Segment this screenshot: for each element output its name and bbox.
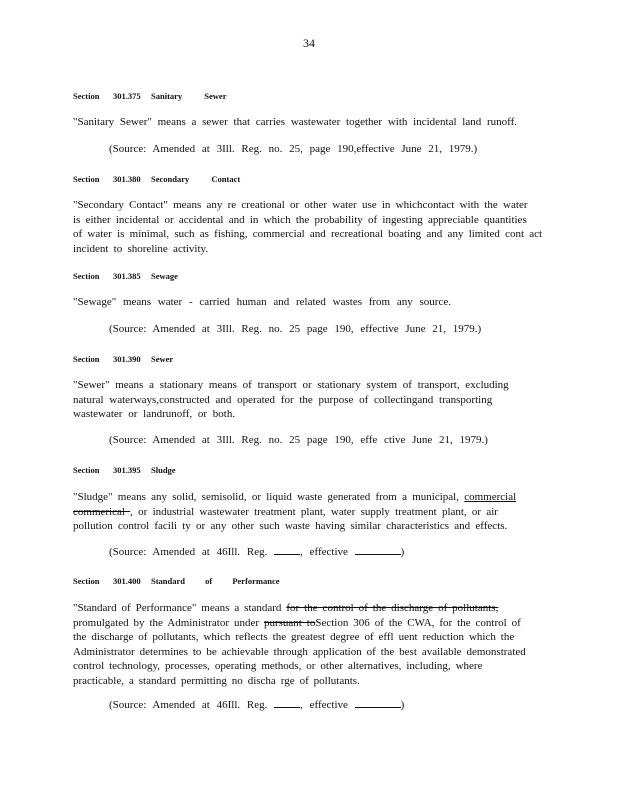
section-number: 301.385 (113, 271, 141, 281)
section-number: 301.375 (113, 91, 141, 101)
blank-field (274, 698, 300, 708)
section-label: Section (73, 465, 100, 475)
source-effective: , effective (300, 699, 348, 711)
section-label: Section (73, 271, 100, 281)
blank-field (355, 698, 401, 708)
section-title: Secondary Contact (151, 174, 241, 184)
paragraph-line: incident to shoreline activity. (73, 242, 209, 255)
section-heading-301-385 (73, 271, 178, 281)
line-text: , or industrial wastewater treatment plant, water supply treatment plant, or air (130, 505, 498, 518)
page-number: 34 (303, 36, 315, 50)
source-note (109, 545, 404, 559)
deleted-text: commerical (73, 505, 131, 518)
section-title: Sludge (151, 465, 176, 475)
section-label: Section (73, 91, 100, 101)
deleted-text: for the control of the discharge of pollutants, (286, 602, 499, 614)
definition-paragraph (73, 490, 516, 534)
section-label: Section (73, 174, 100, 184)
section-number: 301.390 (113, 354, 141, 364)
source-note: (Source: Amended at 3Ill. Reg. no. 25 page 190, effective June 21, 1979.) (109, 323, 482, 335)
paragraph-line (73, 616, 526, 631)
definition-paragraph (73, 378, 509, 422)
inserted-text: commercial (464, 491, 517, 503)
source-close: ) (400, 546, 405, 558)
section-title: Sanitary Sewer (151, 91, 227, 101)
section-label: Section (73, 354, 100, 364)
section-heading-301-390 (73, 354, 173, 364)
paragraph-line (73, 505, 516, 520)
paragraph-line: "Sanitary Sewer" means a sewer that carries wastewater together with incidental land runoff. (73, 116, 517, 128)
section-title: Standard of Performance (151, 576, 280, 586)
paragraph-line: "Secondary Contact" means any re creational or other water use in whichcontact with the water (73, 199, 528, 211)
definition-paragraph (73, 198, 542, 256)
line-text: Section 306 of the CWA, for the control of (315, 616, 521, 629)
paragraph-line: practicable, a standard permitting no discha rge of pollutants. (73, 674, 360, 687)
paragraph-line: natural waterways,constructed and operated for the purpose of collectingand transporting (73, 393, 493, 406)
section-heading-301-380 (73, 174, 240, 184)
source-prefix: (Source: Amended at 46Ill. Reg. (109, 699, 268, 711)
section-number: 301.380 (113, 174, 141, 184)
paragraph-line: Administrator determines to be achievable through application of the best available demonstrated (73, 645, 526, 658)
paragraph-line: the discharge of pollutants, which reflects the greatest degree of effl uent reduction which the (73, 631, 515, 643)
source-prefix: (Source: Amended at 46Ill. Reg. (109, 546, 268, 558)
section-number: 301.400 (113, 576, 141, 586)
source-note: (Source: Amended at 3Ill. Reg. no. 25, page 190,effective June 21, 1979.) (109, 143, 478, 155)
section-title: Sewage (151, 271, 178, 281)
section-heading-301-400 (73, 576, 280, 586)
section-heading-301-375 (73, 91, 226, 101)
paragraph-line: of water is minimal, such as fishing, commercial and recreational boating and any limited cont act (73, 228, 543, 240)
paragraph-line: "Sewage" means water - carried human and related wastes from any source. (73, 296, 451, 308)
line-text: "Sludge" means any solid, semisolid, or liquid waste generated from a municipal, (73, 491, 465, 503)
paragraph-line: wastewater or landrunoff, or both. (73, 408, 236, 420)
definition-paragraph (73, 295, 451, 310)
paragraph-line: is either incidental or accidental and in which the probability of ingesting appreciable quantities (73, 213, 527, 226)
source-note (109, 698, 404, 712)
section-heading-301-395 (73, 465, 176, 475)
line-text: promulgated by the Administrator under (73, 616, 264, 629)
paragraph-line: pollution control facili ty or any other such waste having similar characteristics and effects. (73, 520, 508, 532)
blank-field (274, 545, 300, 555)
source-close: ) (400, 699, 405, 711)
line-text: "Standard of Performance" means a standard (73, 602, 287, 614)
definition-paragraph (73, 601, 526, 688)
paragraph-line (73, 601, 526, 616)
paragraph-line: control technology, processes, operating methods, or other alternatives, including, where (73, 660, 483, 672)
paragraph-line (73, 490, 516, 505)
definition-paragraph (73, 115, 517, 130)
blank-field (355, 545, 401, 555)
section-number: 301.395 (113, 465, 141, 475)
section-title: Sewer (151, 354, 174, 364)
deleted-text: pursuant to (263, 616, 316, 629)
source-effective: , effective (300, 546, 348, 558)
paragraph-line: "Sewer" means a stationary means of transport or stationary system of transport, excluding (73, 379, 509, 391)
section-label: Section (73, 576, 100, 586)
source-note: (Source: Amended at 3Ill. Reg. no. 25 page 190, effe ctive June 21, 1979.) (109, 434, 488, 446)
